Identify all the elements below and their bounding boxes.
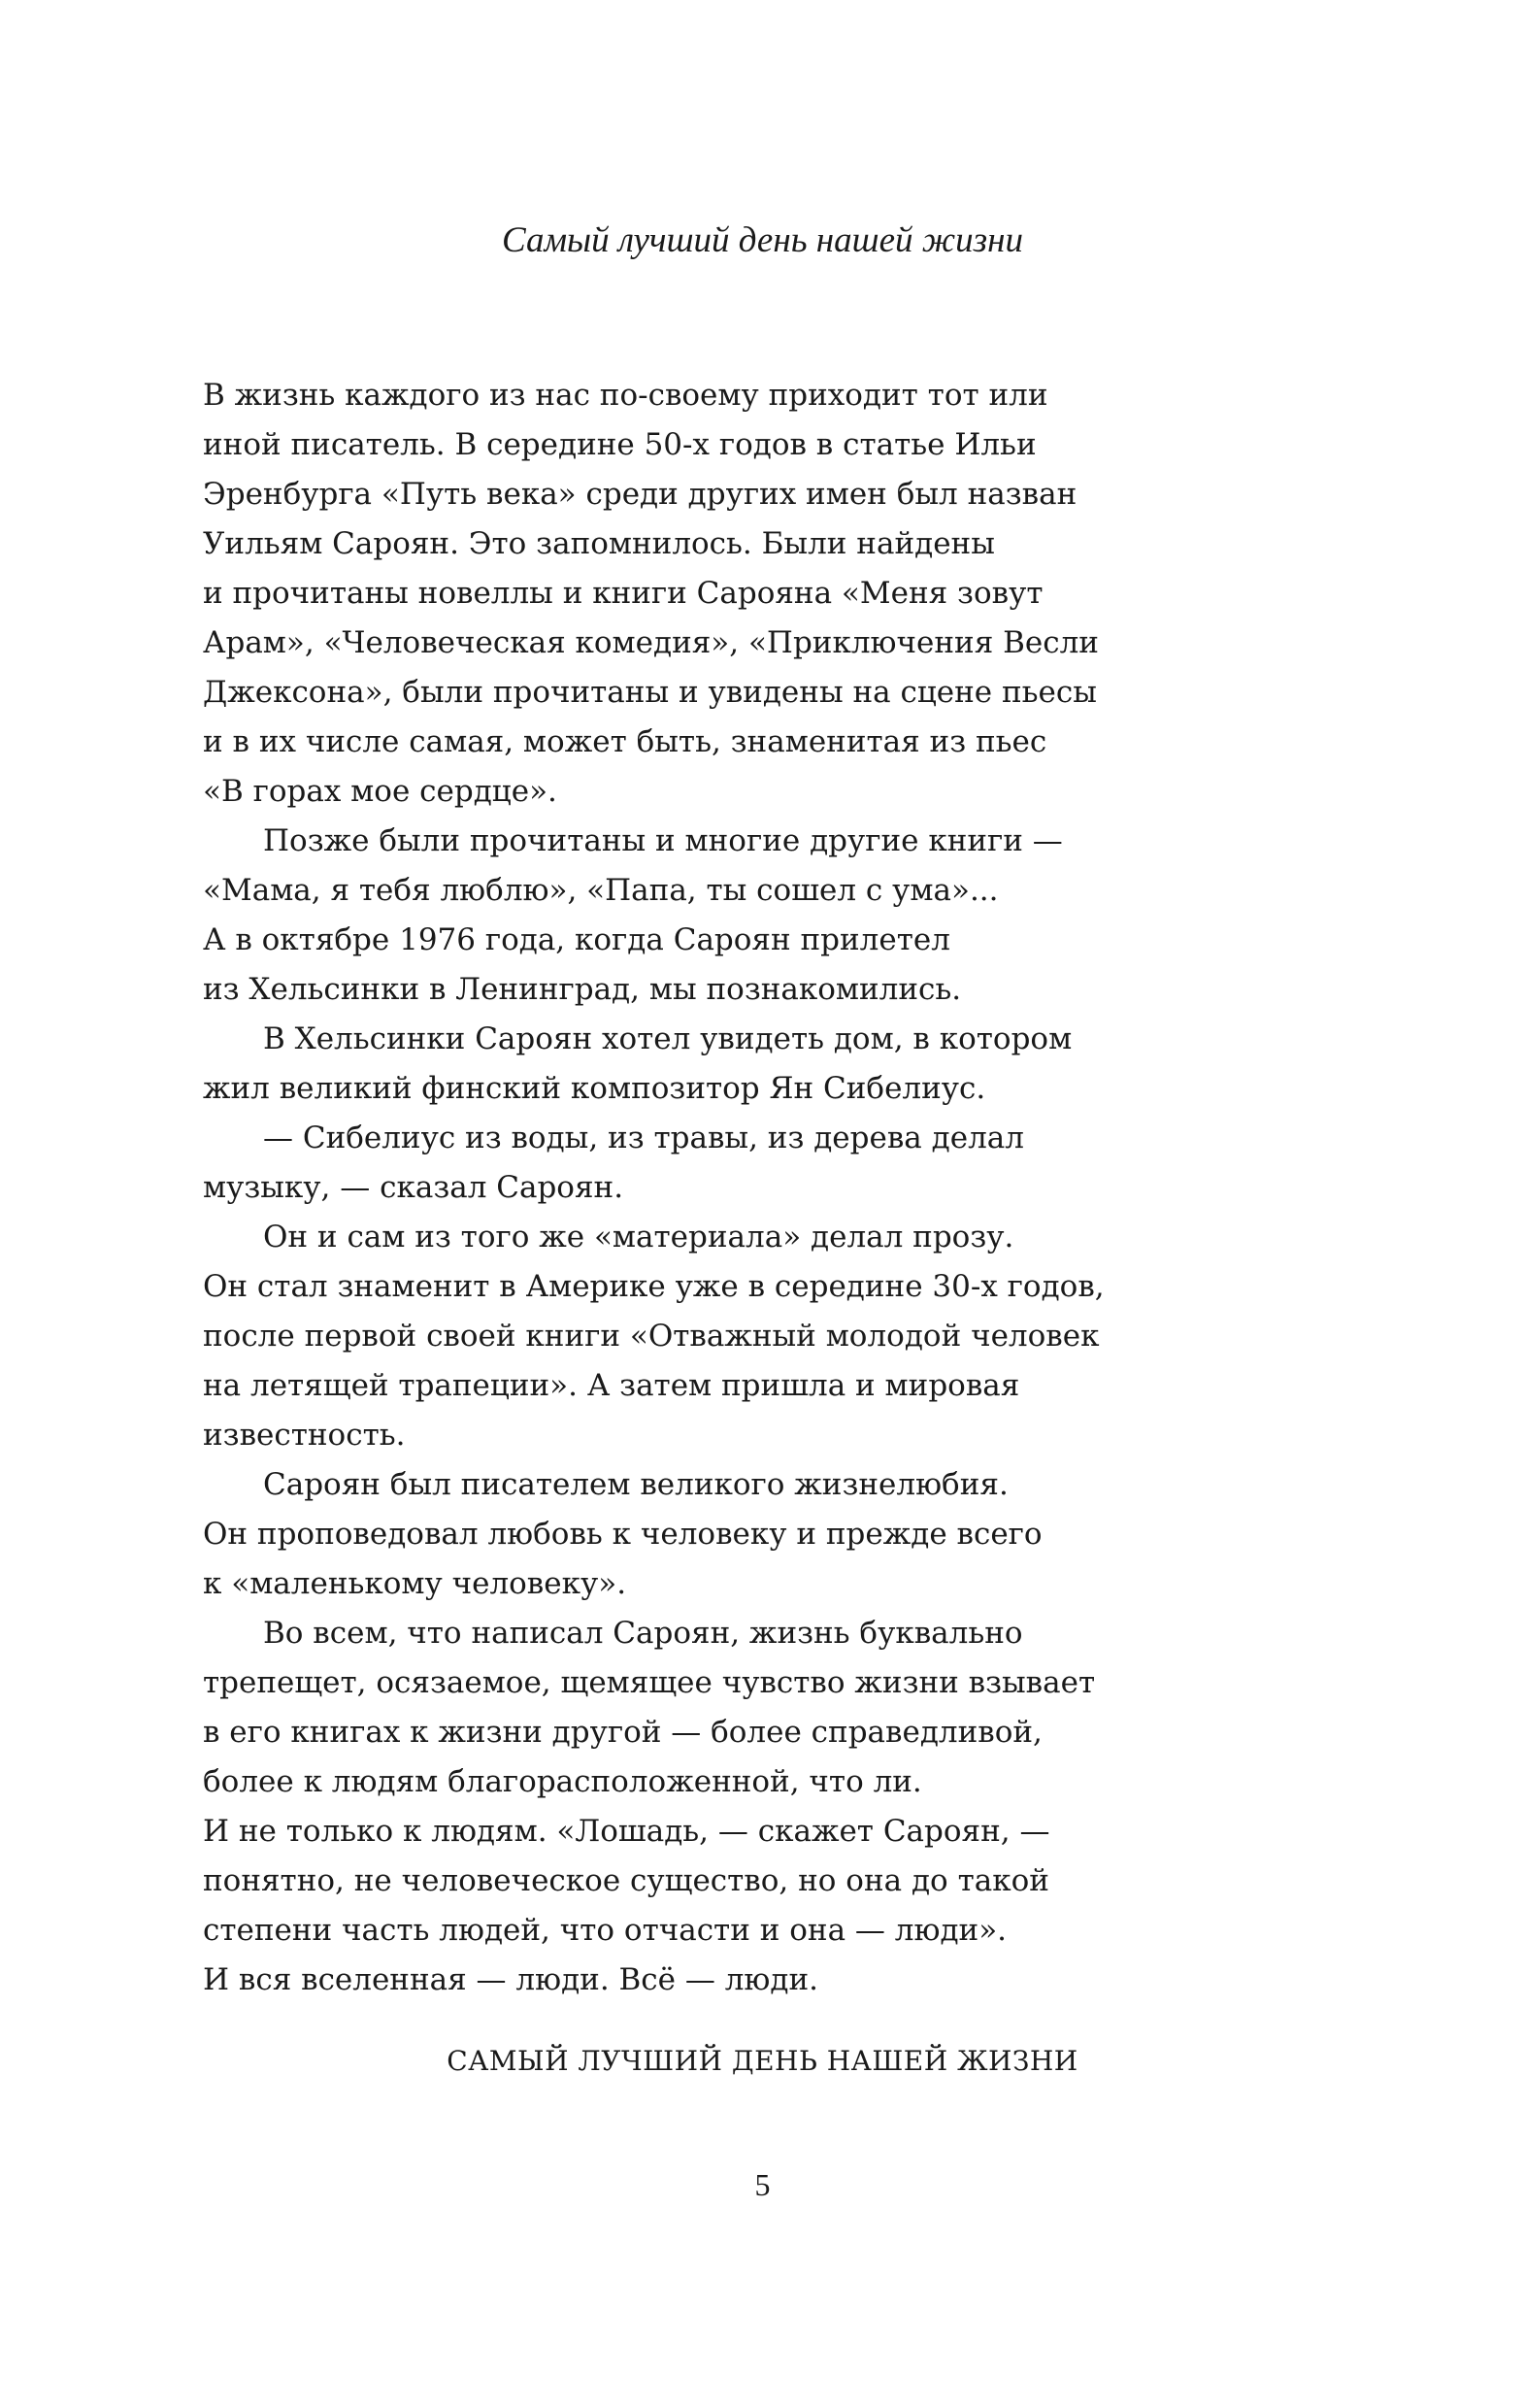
text-line: жил великий финский композитор Ян Сибелиус. xyxy=(203,1071,986,1106)
text-line: А в октябре 1976 года, когда Сароян прилетел xyxy=(203,922,950,957)
text-line: степени часть людей, что отчасти и она — люди». xyxy=(203,1913,1008,1948)
text-line: к «маленькому человеку». xyxy=(203,1566,627,1601)
text-line: Арам», «Человеческая комедия», «Приключения Весли xyxy=(203,625,1099,660)
text-line: в его книгах к жизни другой — более справедливой, xyxy=(203,1715,1043,1750)
text-line: Эренбурга «Путь века» среди других имен был назван xyxy=(203,477,1077,512)
text-line: Уильям Сароян. Это запомнилось. Были найдены xyxy=(203,526,995,561)
text-line: трепещет, осязаемое, щемящее чувство жизни взывает xyxy=(203,1665,1096,1700)
text-line: и в их числе самая, может быть, знаменитая из пьес xyxy=(203,724,1047,759)
text-line: — Сибелиус из воды, из травы, из дерева делал xyxy=(263,1120,1024,1155)
text-line: Во всем, что написал Сароян, жизнь буквально xyxy=(263,1616,1023,1651)
running-header: Самый лучший день нашей жизни xyxy=(502,220,1023,260)
text-line: известность. xyxy=(203,1418,406,1453)
section-title: САМЫЙ ЛУЧШИЙ ДЕНЬ НАШЕЙ ЖИЗНИ xyxy=(447,2045,1078,2077)
text-line: после первой своей книги «Отважный молодой человек xyxy=(203,1319,1100,1354)
page-number: 5 xyxy=(754,2167,771,2202)
text-line: В Хельсинки Сароян хотел увидеть дом, в котором xyxy=(263,1021,1073,1056)
text-line: В жизнь каждого из нас по-своему приходит тот или xyxy=(203,378,1048,413)
text-line: И не только к людям. «Лошадь, — скажет Сароян, — xyxy=(203,1814,1050,1849)
text-line: Сароян был писателем великого жизнелюбия. xyxy=(263,1467,1009,1502)
text-line: И вся вселенная — люди. Всё — люди. xyxy=(203,1962,819,1997)
text-line: более к людям благорасположенной, что ли. xyxy=(203,1764,922,1799)
text-line: понятно, не человеческое существо, но она до такой xyxy=(203,1863,1049,1898)
text-line: из Хельсинки в Ленинград, мы познакомились. xyxy=(203,972,962,1007)
text-line: Позже были прочитаны и многие другие книги — xyxy=(263,823,1063,858)
text-line: «В горах мое сердце». xyxy=(203,774,557,809)
text-line: иной писатель. В середине 50-х годов в статье Ильи xyxy=(203,427,1037,462)
body-text xyxy=(203,371,1290,2005)
text-line: Он и сам из того же «материала» делал прозу. xyxy=(263,1220,1014,1254)
text-line: музыку, — сказал Сароян. xyxy=(203,1170,624,1205)
text-line: и прочитаны новеллы и книги Сарояна «Меня зовут xyxy=(203,576,1044,611)
text-line: на летящей трапеции». А затем пришла и мировая xyxy=(203,1368,1020,1403)
text-line: «Мама, я тебя люблю», «Папа, ты сошел с ума»... xyxy=(203,873,999,908)
text-line: Он проповедовал любовь к человеку и прежде всего xyxy=(203,1517,1043,1552)
text-line: Джексона», были прочитаны и увидены на сцене пьесы xyxy=(203,675,1097,710)
text-line: Он стал знаменит в Америке уже в середине 30-х годов, xyxy=(203,1269,1105,1304)
